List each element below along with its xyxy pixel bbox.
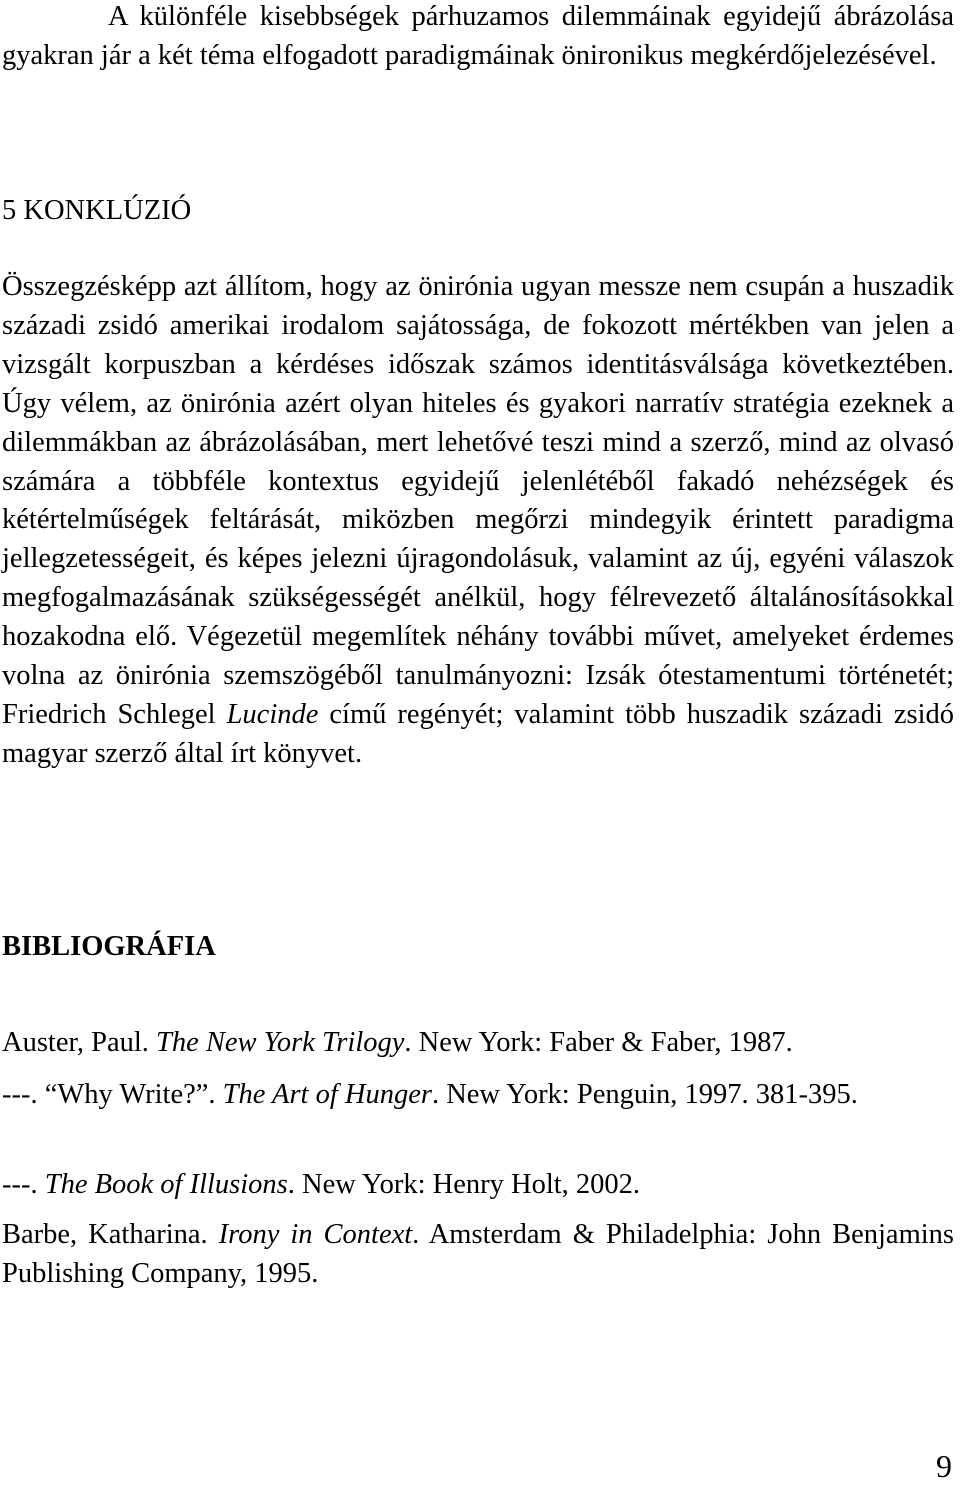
page-number: 9 [936, 1448, 952, 1484]
bibliography-entry [2, 1024, 954, 1063]
bibliography-entry [2, 1076, 954, 1115]
conclusion-paragraph [2, 268, 954, 774]
bibliography-heading: BIBLIOGRÁFIA [2, 931, 216, 962]
entry-author: ---. [2, 1169, 45, 1200]
entry-author: Barbe, Katharina. [2, 1219, 219, 1250]
entry-author: ---. “Why Write?”. [2, 1079, 223, 1110]
entry-author: Auster, Paul. [2, 1027, 157, 1058]
entry-publication: . New York: Henry Holt, 2002. [287, 1169, 641, 1200]
entry-publication: . Amsterdam & Philadelphia: John Benjamins Publishing Company, 1995. [2, 1219, 954, 1289]
intro-paragraph: A különféle kisebbségek párhuzamos dilemmáinak egyidejű ábrázolása gyakran jár a két téma elfogadott paradigmáinak önironikus megkérdőjelezésével. [2, 1, 954, 71]
conclusion-text-part2: című regényét; valamint több huszadik századi zsidó magyar szerző által írt könyvet. [2, 698, 955, 769]
entry-publication: . New York: Penguin, 1997. 381-395. [431, 1079, 858, 1110]
bibliography-entry [2, 1216, 954, 1294]
entry-title: The Book of Illusions [44, 1169, 288, 1200]
entry-title: The New York Trilogy [156, 1027, 405, 1058]
entry-title: Irony in Context [218, 1219, 413, 1250]
entry-title: The Art of Hunger [222, 1079, 432, 1110]
entry-publication: . New York: Faber & Faber, 1987. [404, 1027, 793, 1058]
bibliography-entry [2, 1166, 954, 1205]
conclusion-text-part1: Összegzésképp azt állítom, hogy az önirónia ugyan messze nem csupán a huszadik századi zsidó amerikai irodalom sajátossága, de fokozott mértékben van jelen a vizsgált korpuszban a kérdéses időszak számos identitásválsága következtében. Úgy vélem, az önirónia azért olyan hiteles és gyakori narratív stratégia ezeknek a dilemmákban az ábrázolásában, mert lehetővé teszi mind a szerző, mind az olvasó számára a többféle kontextus egyidejű jelenlétéből fakadó nehézségek és kétértelműségek feltárását, miközben megőrzi mindegyik érintett paradigma jellegzetességeit, és képes jelezni újragondolásuk, valamint az új, egyéni válaszok megfogalmazásának szükségességét anélkül, hogy félrevezető általánosításokkal hozakodna elő. Végezetül megemlítek néhány további művet, amelyeket érdemes volna az önirónia szemszögéből tanulmányozni: Izsák ótestamentumi történetét; Friedrich Schlegel [2, 271, 954, 730]
section-heading: 5 KONKLÚZIÓ [2, 195, 192, 226]
work-title-lucinde: Lucinde [226, 698, 319, 730]
